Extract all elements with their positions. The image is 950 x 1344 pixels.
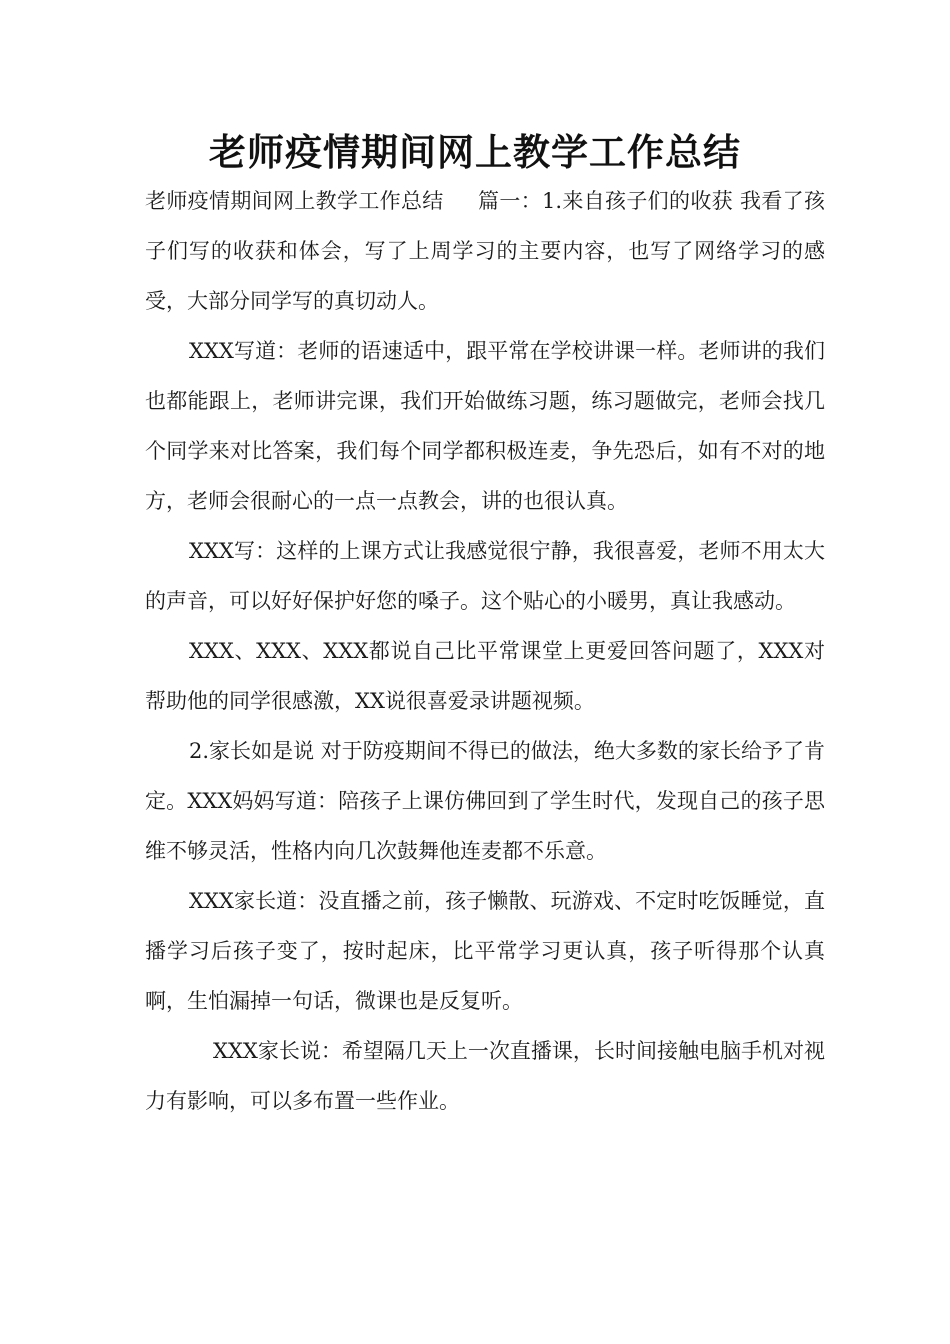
paragraph-students-3: XXX、XXX、XXX都说自己比平常课堂上更爱回答问题了，XXX对帮助他的同学很感激，XX说很喜爱录讲题视频。 xyxy=(145,639,825,713)
paragraph-parents-intro: 2.家长如是说 对于防疫期间不得已的做法，绝大多数的家长给予了肯定。XXX妈妈写道：陪孩子上课仿佛回到了学生时代，发现自己的孩子思维不够灵活，性格内向几次鼓舞他连麦都不乐意。 xyxy=(145,739,825,863)
document-title: 老师疫情期间网上教学工作总结 xyxy=(209,131,741,174)
paragraph-student-2: XXX写：这样的上课方式让我感觉很宁静，我很喜爱，老师不用太大的声音，可以好好保护好您的嗓子。这个贴心的小暖男，真让我感动。 xyxy=(145,539,825,613)
paragraph-parent-2: XXX家长道：没直播之前，孩子懒散、玩游戏、不定时吃饭睡觉，直播学习后孩子变了，按时起床，比平常学习更认真，孩子听得那个认真啊，生怕漏掉一句话，微课也是反复听。 xyxy=(145,889,825,1013)
paragraph-student-1: XXX写道：老师的语速适中，跟平常在学校讲课一样。老师讲的我们也都能跟上，老师讲完课，我们开始做练习题，练习题做完，老师会找几个同学来对比答案，我们每个同学都积极连麦，争先恐后，如有不对的地方，老师会很耐心的一点一点教会，讲的也很认真。 xyxy=(145,339,825,513)
intro-paragraph xyxy=(145,176,825,326)
intro-rest: 篇一：1.来自孩子们的收获 我看了孩子们写的收获和体会，写了上周学习的主要内容，也写了网络学习的感受，大部分同学写的真切动人。 xyxy=(145,189,826,313)
document-body xyxy=(145,176,825,1126)
paragraph-parent-3: XXX家长说：希望隔几天上一次直播课，长时间接触电脑手机对视力有影响，可以多布置一些作业。 xyxy=(145,1039,825,1113)
intro-lead: 老师疫情期间网上教学工作总结 xyxy=(145,189,444,213)
